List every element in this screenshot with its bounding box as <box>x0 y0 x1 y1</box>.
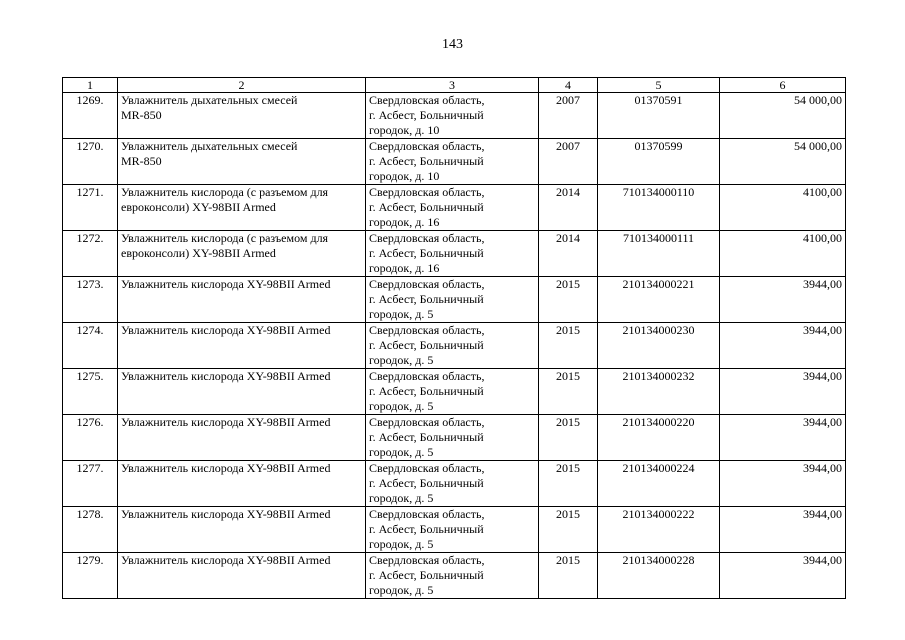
column-header: 6 <box>720 78 846 93</box>
item-name-line: Увлажнитель кислорода XY-98BII Armed <box>121 323 331 337</box>
item-cost: 4100,00 <box>720 231 846 277</box>
item-address-line: городок, д. 5 <box>369 353 434 367</box>
table-row <box>63 461 846 507</box>
item-inventory-number: 210134000228 <box>598 553 720 599</box>
item-year: 2014 <box>539 185 598 231</box>
item-address-line: городок, д. 5 <box>369 537 434 551</box>
item-year: 2007 <box>539 139 598 185</box>
item-address-line: Свердловская область, <box>369 553 485 567</box>
item-inventory-number: 210134000222 <box>598 507 720 553</box>
item-year: 2015 <box>539 507 598 553</box>
item-cost: 3944,00 <box>720 277 846 323</box>
item-inventory-number: 710134000111 <box>598 231 720 277</box>
item-name-line: MR-850 <box>121 154 162 168</box>
item-address-line: Свердловская область, <box>369 369 485 383</box>
item-cost: 54 000,00 <box>720 93 846 139</box>
item-address <box>366 415 539 461</box>
item-cost: 4100,00 <box>720 185 846 231</box>
row-number: 1276. <box>63 415 118 461</box>
item-address <box>366 461 539 507</box>
item-address <box>366 553 539 599</box>
item-address-line: Свердловская область, <box>369 277 485 291</box>
table-row <box>63 139 846 185</box>
item-inventory-number: 01370591 <box>598 93 720 139</box>
item-name-line: евроконсоли) XY-98BII Armed <box>121 200 276 214</box>
item-name-line: Увлажнитель кислорода XY-98BII Armed <box>121 553 331 567</box>
item-cost: 3944,00 <box>720 461 846 507</box>
item-name-line: Увлажнитель дыхательных смесей <box>121 93 298 107</box>
item-year: 2015 <box>539 323 598 369</box>
item-address-line: г. Асбест, Больничный <box>369 522 484 536</box>
row-number: 1279. <box>63 553 118 599</box>
item-name-line: Увлажнитель кислорода XY-98BII Armed <box>121 369 331 383</box>
table-row <box>63 185 846 231</box>
item-name <box>118 415 366 461</box>
item-inventory-number: 710134000110 <box>598 185 720 231</box>
item-year: 2014 <box>539 231 598 277</box>
item-address <box>366 323 539 369</box>
item-name <box>118 553 366 599</box>
item-name <box>118 323 366 369</box>
column-header: 3 <box>366 78 539 93</box>
item-address <box>366 231 539 277</box>
item-name <box>118 507 366 553</box>
item-name-line: Увлажнитель кислорода XY-98BII Armed <box>121 507 331 521</box>
item-year: 2015 <box>539 415 598 461</box>
item-address-line: г. Асбест, Больничный <box>369 246 484 260</box>
item-name <box>118 93 366 139</box>
column-header: 4 <box>539 78 598 93</box>
row-number: 1269. <box>63 93 118 139</box>
item-inventory-number: 01370599 <box>598 139 720 185</box>
item-address-line: г. Асбест, Больничный <box>369 384 484 398</box>
item-year: 2015 <box>539 277 598 323</box>
item-cost: 3944,00 <box>720 323 846 369</box>
item-name <box>118 139 366 185</box>
item-name <box>118 231 366 277</box>
item-name-line: евроконсоли) XY-98BII Armed <box>121 246 276 260</box>
item-name-line: Увлажнитель дыхательных смесей <box>121 139 298 153</box>
table-row <box>63 415 846 461</box>
item-address <box>366 369 539 415</box>
item-address-line: г. Асбест, Больничный <box>369 154 484 168</box>
item-address-line: г. Асбест, Больничный <box>369 430 484 444</box>
column-header: 5 <box>598 78 720 93</box>
item-name <box>118 369 366 415</box>
item-address-line: городок, д. 16 <box>369 215 440 229</box>
item-address-line: городок, д. 5 <box>369 399 434 413</box>
item-address-line: Свердловская область, <box>369 93 485 107</box>
item-name <box>118 461 366 507</box>
column-header: 1 <box>63 78 118 93</box>
item-address <box>366 139 539 185</box>
page-number: 143 <box>442 37 463 52</box>
item-address-line: городок, д. 16 <box>369 261 440 275</box>
property-table <box>62 77 846 599</box>
row-number: 1274. <box>63 323 118 369</box>
table-row <box>63 553 846 599</box>
row-number: 1277. <box>63 461 118 507</box>
item-inventory-number: 210134000220 <box>598 415 720 461</box>
item-name-line: Увлажнитель кислорода XY-98BII Armed <box>121 461 331 475</box>
item-name <box>118 185 366 231</box>
item-address-line: Свердловская область, <box>369 139 485 153</box>
item-address-line: г. Асбест, Больничный <box>369 476 484 490</box>
item-address-line: городок, д. 5 <box>369 491 434 505</box>
item-year: 2015 <box>539 553 598 599</box>
item-address-line: городок, д. 5 <box>369 307 434 321</box>
item-year: 2015 <box>539 369 598 415</box>
table-row <box>63 369 846 415</box>
table-row <box>63 277 846 323</box>
item-name-line: Увлажнитель кислорода XY-98BII Armed <box>121 277 331 291</box>
item-address-line: г. Асбест, Больничный <box>369 568 484 582</box>
item-address-line: Свердловская область, <box>369 185 485 199</box>
item-address-line: г. Асбест, Больничный <box>369 338 484 352</box>
table-row <box>63 507 846 553</box>
item-address-line: Свердловская область, <box>369 323 485 337</box>
item-address-line: Свердловская область, <box>369 507 485 521</box>
item-year: 2015 <box>539 461 598 507</box>
item-cost: 3944,00 <box>720 369 846 415</box>
item-cost: 54 000,00 <box>720 139 846 185</box>
column-header: 2 <box>118 78 366 93</box>
item-name-line: MR-850 <box>121 108 162 122</box>
item-cost: 3944,00 <box>720 553 846 599</box>
item-inventory-number: 210134000230 <box>598 323 720 369</box>
row-number: 1273. <box>63 277 118 323</box>
item-address-line: г. Асбест, Больничный <box>369 200 484 214</box>
table-body <box>63 93 846 599</box>
table-row <box>63 93 846 139</box>
item-address <box>366 185 539 231</box>
item-year: 2007 <box>539 93 598 139</box>
item-address-line: Свердловская область, <box>369 415 485 429</box>
item-address-line: городок, д. 10 <box>369 123 440 137</box>
item-name <box>118 277 366 323</box>
table-header-row <box>63 78 846 93</box>
item-name-line: Увлажнитель кислорода XY-98BII Armed <box>121 415 331 429</box>
row-number: 1272. <box>63 231 118 277</box>
row-number: 1271. <box>63 185 118 231</box>
table-row <box>63 323 846 369</box>
item-cost: 3944,00 <box>720 507 846 553</box>
row-number: 1270. <box>63 139 118 185</box>
item-name-line: Увлажнитель кислорода (с разъемом для <box>121 185 329 199</box>
table-row <box>63 231 846 277</box>
item-inventory-number: 210134000232 <box>598 369 720 415</box>
item-address <box>366 277 539 323</box>
item-address-line: г. Асбест, Больничный <box>369 108 484 122</box>
item-inventory-number: 210134000224 <box>598 461 720 507</box>
item-address-line: Свердловская область, <box>369 461 485 475</box>
item-address-line: г. Асбест, Больничный <box>369 292 484 306</box>
row-number: 1275. <box>63 369 118 415</box>
item-cost: 3944,00 <box>720 415 846 461</box>
item-address-line: городок, д. 5 <box>369 445 434 459</box>
row-number: 1278. <box>63 507 118 553</box>
item-address <box>366 93 539 139</box>
item-address <box>366 507 539 553</box>
item-address-line: Свердловская область, <box>369 231 485 245</box>
item-address-line: городок, д. 5 <box>369 583 434 597</box>
item-inventory-number: 210134000221 <box>598 277 720 323</box>
item-name-line: Увлажнитель кислорода (с разъемом для <box>121 231 329 245</box>
item-address-line: городок, д. 10 <box>369 169 440 183</box>
